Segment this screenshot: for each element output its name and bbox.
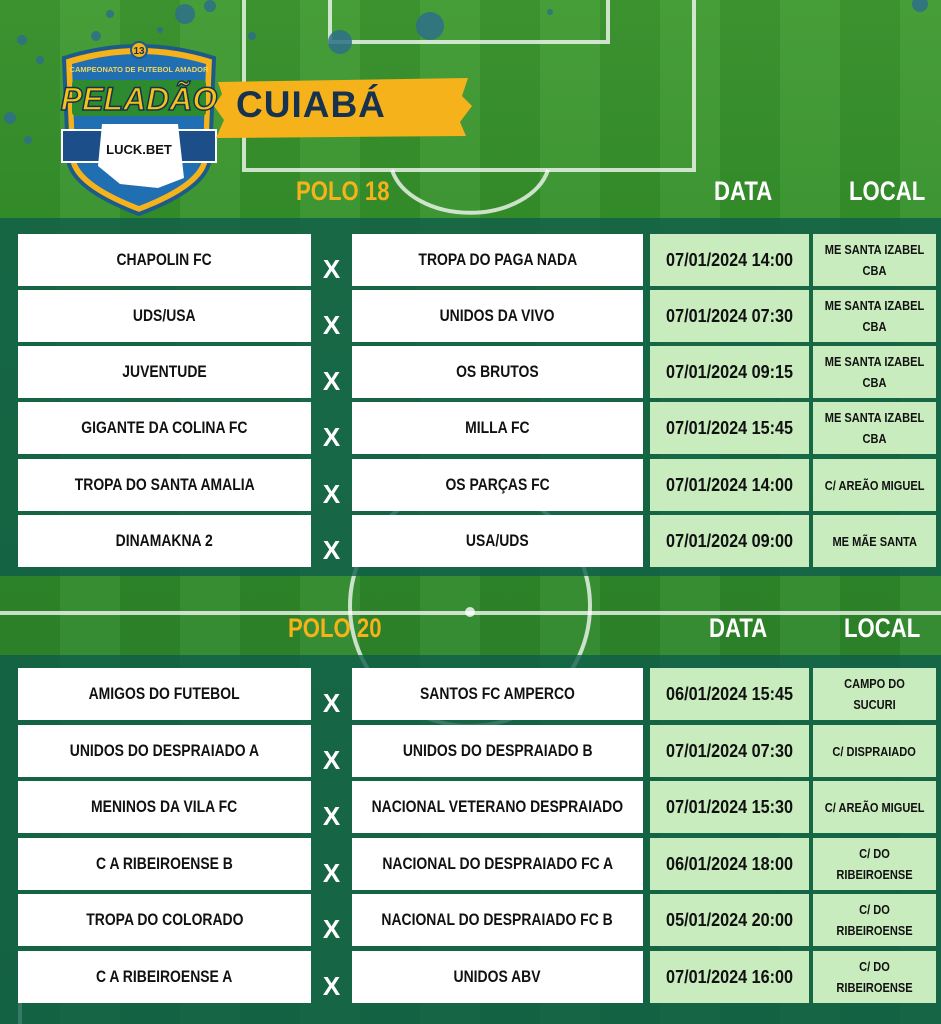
match-row	[0, 894, 941, 946]
match-date: 06/01/2024 15:45	[650, 668, 809, 720]
away-team: TROPA DO PAGA NADA	[352, 234, 643, 286]
match-row	[0, 234, 941, 286]
away-team: OS PARÇAS FC	[352, 459, 643, 511]
match-date: 07/01/2024 14:00	[650, 459, 809, 511]
away-team: NACIONAL DO DESPRAIADO FC B	[352, 894, 643, 946]
match-venue: C/ AREÃO MIGUEL	[813, 459, 936, 511]
home-team: JUVENTUDE	[18, 346, 311, 398]
away-team: NACIONAL DO DESPRAIADO FC A	[352, 838, 643, 890]
away-team: OS BRUTOS	[352, 346, 643, 398]
home-team: CHAPOLIN FC	[18, 234, 311, 286]
away-team: UNIDOS DA VIVO	[352, 290, 643, 342]
match-venue: ME SANTA IZABEL CBA	[813, 234, 936, 286]
match-row	[0, 725, 941, 777]
match-date: 06/01/2024 18:00	[650, 838, 809, 890]
match-row	[0, 951, 941, 1003]
versus-mark: X	[322, 744, 341, 775]
match-row	[0, 402, 941, 454]
versus-mark: X	[322, 421, 341, 452]
match-venue: ME MÃE SANTA	[813, 515, 936, 567]
versus-mark: X	[322, 253, 341, 284]
match-date: 07/01/2024 07:30	[650, 290, 809, 342]
match-row	[0, 515, 941, 567]
date-header: DATA	[709, 613, 768, 643]
match-date: 07/01/2024 15:30	[650, 781, 809, 833]
match-row	[0, 459, 941, 511]
match-row	[0, 781, 941, 833]
home-team: AMIGOS DO FUTEBOL	[18, 668, 311, 720]
polo-20-title: POLO 20	[288, 613, 382, 643]
home-team: UNIDOS DO DESPRAIADO A	[18, 725, 311, 777]
home-team: C A RIBEIROENSE B	[18, 838, 311, 890]
polo-18-title: POLO 18	[296, 176, 390, 206]
date-header: DATA	[714, 176, 773, 206]
logo-number: 13	[133, 46, 145, 57]
home-team: TROPA DO COLORADO	[18, 894, 311, 946]
match-venue: C/ DO RIBEIROENSE	[813, 838, 936, 890]
home-team: TROPA DO SANTA AMALIA	[18, 459, 311, 511]
logo-sponsor: LUCK.BET	[106, 142, 172, 157]
match-venue: C/ DISPRAIADO	[813, 725, 936, 777]
match-date: 07/01/2024 14:00	[650, 234, 809, 286]
match-venue: CAMPO DO SUCURI	[813, 668, 936, 720]
match-venue: ME SANTA IZABEL CBA	[813, 402, 936, 454]
peladao-logo	[58, 38, 220, 216]
home-team: MENINOS DA VILA FC	[18, 781, 311, 833]
away-team: USA/UDS	[352, 515, 643, 567]
versus-mark: X	[322, 687, 341, 718]
away-team: UNIDOS DO DESPRAIADO B	[352, 725, 643, 777]
match-venue: C/ DO RIBEIROENSE	[813, 894, 936, 946]
versus-mark: X	[322, 478, 341, 509]
match-row	[0, 290, 941, 342]
match-date: 07/01/2024 09:15	[650, 346, 809, 398]
away-team: UNIDOS ABV	[352, 951, 643, 1003]
logo-arc-text: CAMPEONATO DE FUTEBOL AMADOR	[69, 65, 209, 74]
away-team: MILLA FC	[352, 402, 643, 454]
versus-mark: X	[322, 800, 341, 831]
versus-mark: X	[322, 365, 341, 396]
match-date: 05/01/2024 20:00	[650, 894, 809, 946]
local-header: LOCAL	[844, 613, 921, 643]
match-row	[0, 838, 941, 890]
city-title: CUIABÁ	[236, 84, 386, 125]
match-venue: ME SANTA IZABEL CBA	[813, 346, 936, 398]
match-venue: C/ DO RIBEIROENSE	[813, 951, 936, 1003]
versus-mark: X	[322, 970, 341, 1001]
home-team: GIGANTE DA COLINA FC	[18, 402, 311, 454]
match-row	[0, 346, 941, 398]
versus-mark: X	[322, 857, 341, 888]
match-date: 07/01/2024 07:30	[650, 725, 809, 777]
match-date: 07/01/2024 15:45	[650, 402, 809, 454]
header	[0, 0, 941, 220]
home-team: DINAMAKNA 2	[18, 515, 311, 567]
match-date: 07/01/2024 09:00	[650, 515, 809, 567]
away-team: SANTOS FC AMPERCO	[352, 668, 643, 720]
home-team: UDS/USA	[18, 290, 311, 342]
home-team: C A RIBEIROENSE A	[18, 951, 311, 1003]
match-date: 07/01/2024 16:00	[650, 951, 809, 1003]
match-venue: C/ AREÃO MIGUEL	[813, 781, 936, 833]
local-header: LOCAL	[849, 176, 926, 206]
away-team: NACIONAL VETERANO DESPRAIADO	[352, 781, 643, 833]
logo-title: PELADÃO	[60, 81, 218, 117]
versus-mark: X	[322, 534, 341, 565]
versus-mark: X	[322, 309, 341, 340]
versus-mark: X	[322, 913, 341, 944]
match-venue: ME SANTA IZABEL CBA	[813, 290, 936, 342]
match-row	[0, 668, 941, 720]
